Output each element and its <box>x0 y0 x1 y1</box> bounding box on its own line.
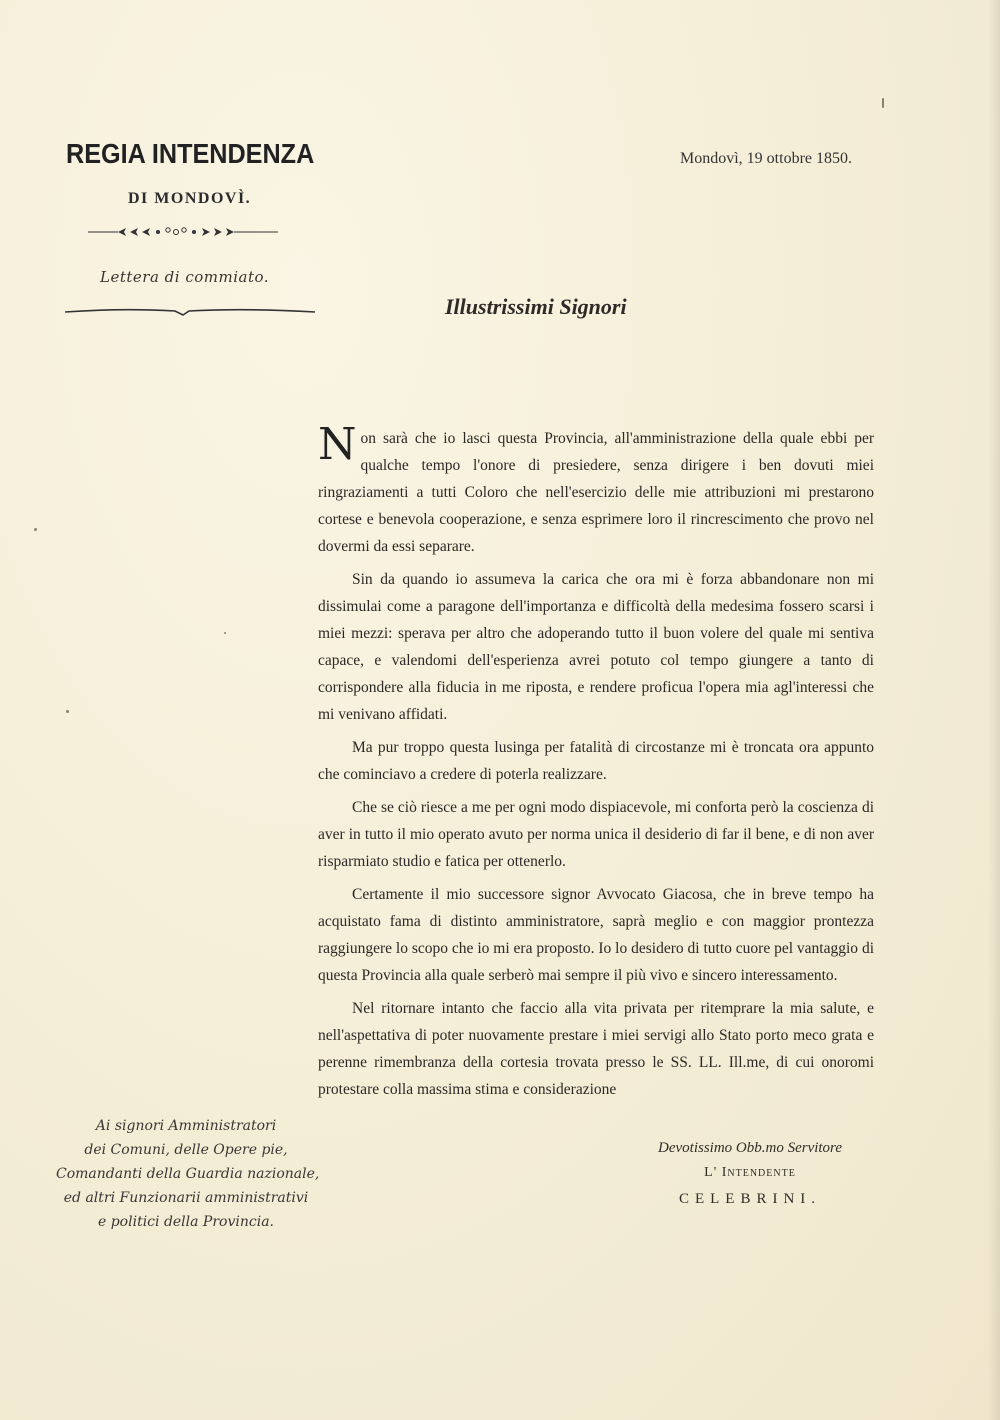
date-line: Mondovì, 19 ottobre 1850. <box>680 150 852 167</box>
closing-formula: Devotissimo Obb.mo Servitore <box>658 1140 842 1156</box>
drop-cap: N <box>318 419 357 470</box>
addressee-line: ed altri Funzionarii amministrativi <box>63 1190 309 1206</box>
paragraph-2: Sin da quando io assumeva la carica che ora mi è forza abbandonare non mi dissimulai come a paragone dell'importanza e difficoltà della medesima fossero scarsi i miei mezzi: sperava per altro che adoperando tutto il buon volere del quale mi sentiva capace, e valendomi dell'esperienza avrei potuto col tempo giungere a tanto di corrispondere alla fiducia in me riposta, e rendere proficua l'opera mia agl'interessi che mi venivano affidati. <box>318 571 874 723</box>
office-subtitle: DI MONDOVÌ. <box>128 190 252 207</box>
paper-speck <box>224 632 226 634</box>
page-edge-shadow <box>988 0 1000 1420</box>
paragraph-3: Ma pur troppo questa lusinga per fatalità di circostanze mi è troncata ora appunto che cominciavo a credere di poterla realizzare. <box>318 739 874 783</box>
signatory-title: L' Intendente <box>704 1165 796 1180</box>
addressee-line: dei Comuni, delle Opere pie, <box>84 1142 288 1158</box>
letter-body <box>318 419 874 1109</box>
paragraph-4: Che se ciò riesce a me per ogni modo dispiacevole, mi conforta però la coscienza di aver in tutto il mio operato avuto per norma unica il desiderio di far il bene, e di non aver risparmiato studio e fatica per ottenerlo. <box>318 799 874 870</box>
paper-speck <box>34 528 37 531</box>
salutation: Illustrissimi Signori <box>445 294 627 319</box>
closing-block <box>630 1140 870 1208</box>
paragraph-5: Certamente il mio successore signor Avvocato Giacosa, che in breve tempo ha acquistato fama di distinto amministratore, saprà meglio e con maggior prontezza raggiungere lo scopo che io mi era proposto. Io lo desidero di tutto cuore pel vantaggio di questa Provincia alla quale serberò mai sempre il più vivo e sincero interessamento. <box>318 886 874 984</box>
office-title: REGIA INTENDENZA <box>66 138 315 169</box>
paragraph-6: Nel ritornare intanto che faccio alla vita privata per ritemprare la mia salute, e nell'aspettativa di poter nuovamente prestare i miei servigi allo Stato porto meco grata e perenne rimembranza della cortesia trovata presso le SS. LL. Ill.me, di cui onoromi protestare colla massima stima e considerazione <box>318 1000 874 1098</box>
ornament-divider <box>88 224 278 240</box>
swash-divider <box>65 306 315 318</box>
addressee-line: Ai signori Amministratori <box>95 1118 277 1134</box>
paper-speck <box>882 98 884 108</box>
handwritten-note: Lettera di commiato. <box>100 268 270 286</box>
paragraph-1-text: on sarà che io lasci questa Provincia, all'amministrazione della quale ebbi per qualche tempo l'onore di presiedere, senza dirigere i ben dovuti miei ringraziamenti a tutti Coloro che nell'esercizio delle mie attribuzioni mi prestarono cortese e benevola cooperazione, e senza esprimere loro il rincrescimento che provo nel dovermi da essi separare. <box>318 430 874 555</box>
addressee-line: e politici della Provincia. <box>97 1214 274 1230</box>
addressee-line: Comandanti della Guardia nazionale, <box>56 1166 320 1182</box>
addressees-block <box>56 1114 320 1234</box>
signatory-name: CELEBRINI. <box>678 1191 822 1207</box>
paper-speck <box>66 710 69 713</box>
paragraph-1 <box>318 419 874 560</box>
